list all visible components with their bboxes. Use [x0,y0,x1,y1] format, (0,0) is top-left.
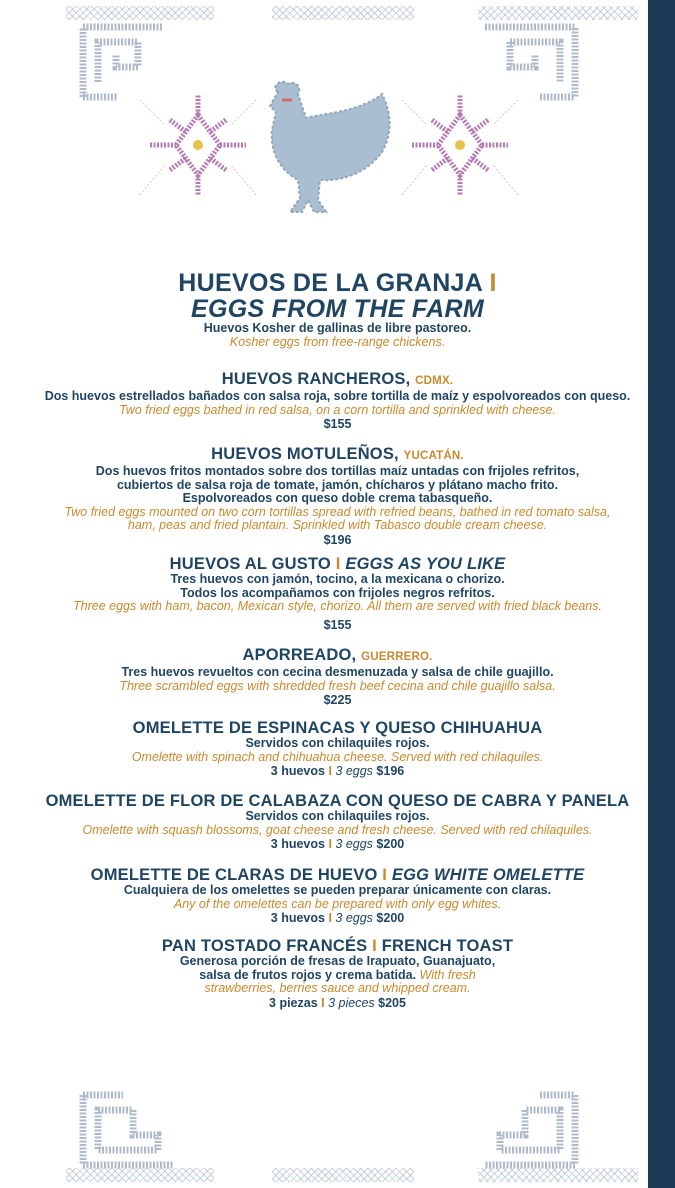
menu-item-huevos-rancheros [0,370,675,431]
item-name: OMELETTE DE FLOR DE CALABAZA CON QUESO DE CABRA Y PANELA [45,792,630,810]
item-name: OMELETTE DE CLARAS DE HUEVO I EGG WHITE OMELETTE [90,866,585,884]
item-price: $155 [323,417,352,431]
item-price-line: 3 huevos I 3 eggs $196 [270,764,405,778]
item-price: $205 [378,995,406,1010]
qty-en: 3 pieces [328,995,375,1010]
greca-ornament-bottom-left [78,1090,178,1170]
menu-item-omelette-flor-calabaza [0,792,675,851]
item-desc-en: Two fried eggs bathed in red salsa, on a corn tortilla and sprinkled with cheese. [119,402,556,417]
item-desc-es: Tres huevos revueltos con cecina desmenuzada y salsa de chile guajillo. [121,665,554,679]
menu-item-aporreado [0,646,675,707]
price-separator: I [328,837,332,851]
item-separator: I [335,555,341,573]
section-header [0,270,675,349]
price-separator: I [328,911,332,925]
section-title-en: EGGS FROM THE FARM [191,295,484,323]
menu-item-omelette-claras [0,866,675,925]
bottom-border-center [272,1168,414,1182]
title-separator: I [489,269,497,297]
menu-item-pan-tostado-frances [0,937,675,1010]
item-price-line: 3 huevos I 3 eggs $200 [270,911,405,925]
item-desc-en: Three scrambled eggs with shredded fresh beef cecina and chile guajillo salsa. [119,678,556,693]
hen-and-flowers-illustration [120,70,520,245]
item-separator: I [372,937,377,955]
top-border-left [66,6,214,20]
qty-en: 3 eggs [335,837,373,851]
right-edge-bar [648,0,675,1188]
item-price-line: 3 piezas I 3 pieces $205 [269,995,406,1010]
item-price: $196 [323,532,352,547]
item-name: PAN TOSTADO FRANCÉS I FRENCH TOAST [161,937,514,955]
item-name-en: FRENCH TOAST [381,937,514,955]
item-desc-en: Omelette with spinach and chihuahua cheese. Served with red chilaquiles. [131,749,544,764]
greca-ornament-bottom-right [480,1090,580,1170]
item-name: HUEVOS MOTULEÑOS, YUCATÁN. [211,445,464,463]
price-separator: I [321,995,325,1010]
top-border-center [272,6,414,20]
item-desc-es: cubiertos de salsa roja de tomate, jamón, chícharos y plátano macho frito. [116,477,559,492]
item-desc-es: Servidos con chilaquiles rojos. [245,736,430,750]
item-name-en: EGGS AS YOU LIKE [345,555,506,573]
item-desc-es: Dos huevos estrellados bañados con salsa roja, sobre tortilla de maíz y espolvoreados con queso. [44,389,631,403]
item-desc-en: Three eggs with ham, bacon, Mexican style, chorizo. All them are served with fried black beans. [73,599,602,613]
item-desc-es: Cualquiera de los omelettes se pueden preparar únicamente con claras. [123,883,552,897]
item-price: $155 [323,617,352,632]
menu-item-huevos-al-gusto [0,555,675,632]
item-desc-es: Todos los acompañamos con frijoles negros refritos. [180,585,495,600]
item-name: OMELETTE DE ESPINACAS Y QUESO CHIHUAHUA [132,719,543,737]
hen-icon [270,82,390,212]
item-desc-en: Any of the omelettes can be prepared with only egg whites. [173,896,502,911]
item-desc-en: ham, peas and fried plantain. Sprinkled with Tabasco double cream cheese. [127,518,548,532]
item-desc-es: Dos huevos fritos montados sobre dos tortillas maíz untadas con frijoles refritos, [95,464,580,478]
item-price: $200 [376,911,405,925]
item-price: $225 [323,693,352,707]
item-region: YUCATÁN. [403,450,464,462]
qty-en: 3 eggs [335,764,373,778]
item-region: GUERRERO. [361,651,433,663]
menu-item-omelette-espinacas [0,719,675,778]
item-separator: I [382,866,388,884]
item-desc-en: With fresh [419,967,476,982]
item-name: HUEVOS AL GUSTO I EGGS AS YOU LIKE [169,555,506,573]
qty-en: 3 eggs [335,911,373,925]
section-note-en: Kosher eggs from free-range chickens. [229,334,446,349]
menu-item-huevos-motulenos [0,445,675,547]
price-separator: I [328,764,332,778]
item-desc-es: Espolvoreados con queso doble crema tabasqueño. [182,491,493,505]
item-name-en: EGG WHITE OMELETTE [391,866,585,884]
item-price: $200 [376,837,405,851]
item-desc-en: Two fried eggs mounted on two corn tortillas spread with refried beans, bathed in red tomato salsa, [64,504,611,519]
section-title-es: HUEVOS DE LA GRANJA I [178,269,497,297]
item-desc-en: strawberries, berries sauce and whipped cream. [204,981,471,995]
item-price-line: 3 huevos I 3 eggs $200 [270,837,405,851]
bottom-border-right [478,1168,638,1182]
item-price: $196 [376,764,405,778]
bottom-border-left [66,1168,214,1182]
item-desc-es: Generosa porción de fresas de Irapuato, Guanajuato, [179,954,496,968]
item-region: CDMX. [415,375,454,387]
item-name: APORREADO, GUERRERO. [242,646,433,664]
item-desc-es: Tres huevos con jamón, tocino, a la mexicana o chorizo. [170,572,505,586]
item-desc-mixed: salsa de frutos rojos y crema batida. With fresh [199,967,476,982]
top-border-right [478,6,638,20]
item-desc-en: Omelette with squash blossoms, goat cheese and fresh cheese. Served with red chilaquiles. [82,822,593,837]
item-desc-es: Servidos con chilaquiles rojos. [245,809,430,823]
section-note-es: Huevos Kosher de gallinas de libre pastoreo. [203,321,472,335]
item-name: HUEVOS RANCHEROS, CDMX. [221,370,454,388]
